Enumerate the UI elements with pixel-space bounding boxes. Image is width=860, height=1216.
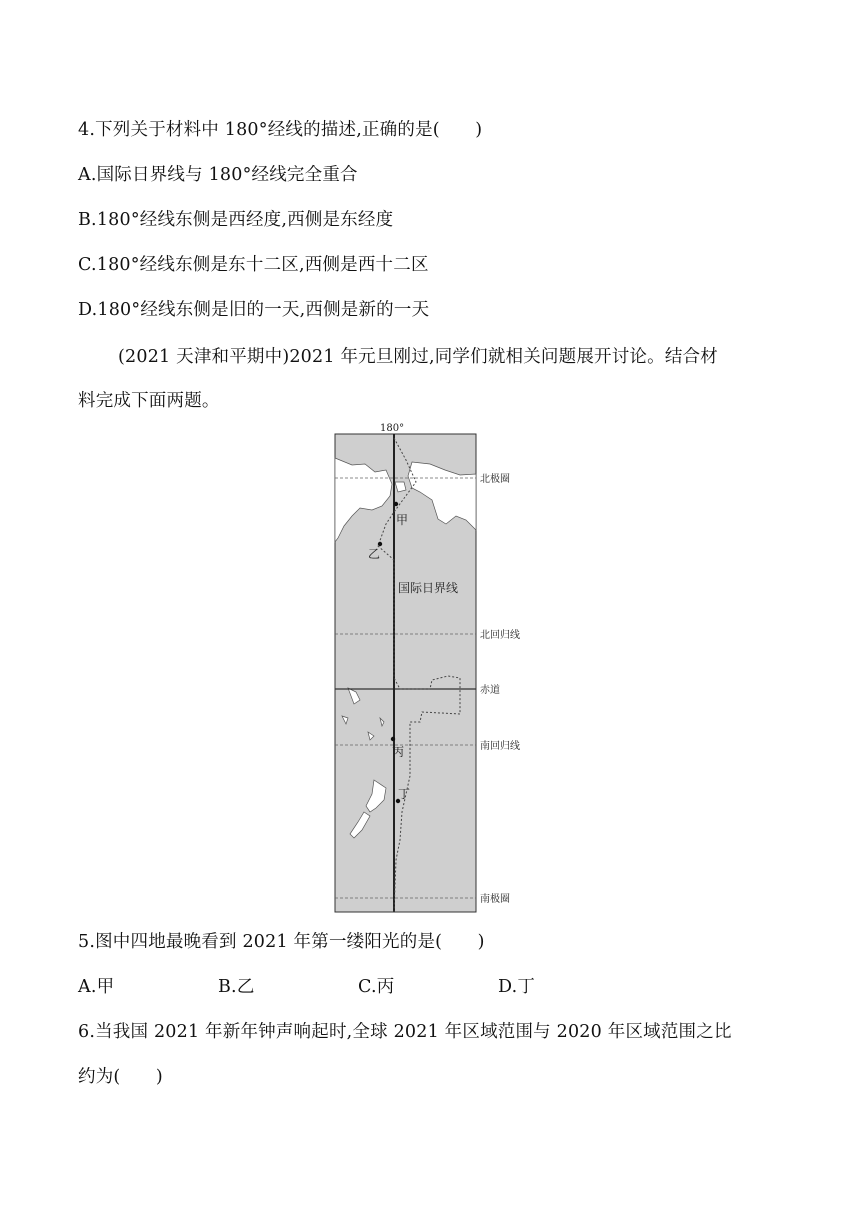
intro-line-2: 料完成下面两题。	[78, 391, 220, 411]
tropic-of-capricorn-label: 南回归线	[480, 741, 520, 752]
q4-option-a: A.国际日界线与 180°经线完全重合	[78, 165, 358, 185]
q5-option-a: A.甲	[78, 977, 115, 997]
q4-option-c: C.180°经线东侧是东十二区,西侧是西十二区	[78, 255, 429, 275]
label-bing: 丙	[392, 745, 405, 759]
q4-stem: 4.下列关于材料中 180°经线的描述,正确的是( )	[78, 120, 483, 140]
intro-line-1: (2021 天津和平期中)2021 年元旦刚过,同学们就相关问题展开讨论。结合材	[118, 347, 718, 367]
label-ding: 丁	[398, 787, 411, 801]
q4-option-b: B.180°经线东侧是西经度,西侧是东经度	[78, 210, 394, 230]
meridian-180-label: 180°	[380, 423, 405, 434]
label-jia: 甲	[396, 513, 409, 527]
antarctic-circle-label: 南极圈	[480, 894, 510, 905]
point-bing	[391, 737, 395, 741]
label-yi: 乙	[368, 547, 381, 561]
q4-option-d: D.180°经线东侧是旧的一天,西侧是新的一天	[78, 300, 430, 320]
q5-options	[78, 973, 535, 998]
q5-option-b: B.乙	[218, 977, 255, 997]
q6-stem-line-1: 6.当我国 2021 年新年钟声响起时,全球 2021 年区域范围与 2020 年区域范围之比	[78, 1022, 732, 1042]
q5-option-d: D.丁	[498, 977, 536, 997]
q6-stem-line-2: 约为( )	[78, 1067, 163, 1087]
point-yi	[378, 542, 382, 546]
q5-stem: 5.图中四地最晚看到 2021 年第一缕阳光的是( )	[78, 932, 485, 952]
point-jia	[394, 502, 398, 506]
equator-label: 赤道	[480, 685, 500, 696]
date-line-label: 国际日界线	[398, 581, 459, 595]
tropic-of-cancer-label: 北回归线	[480, 630, 520, 641]
date-line-map	[320, 420, 560, 915]
arctic-circle-label: 北极圈	[480, 474, 510, 485]
q5-option-c: C.丙	[358, 977, 395, 997]
